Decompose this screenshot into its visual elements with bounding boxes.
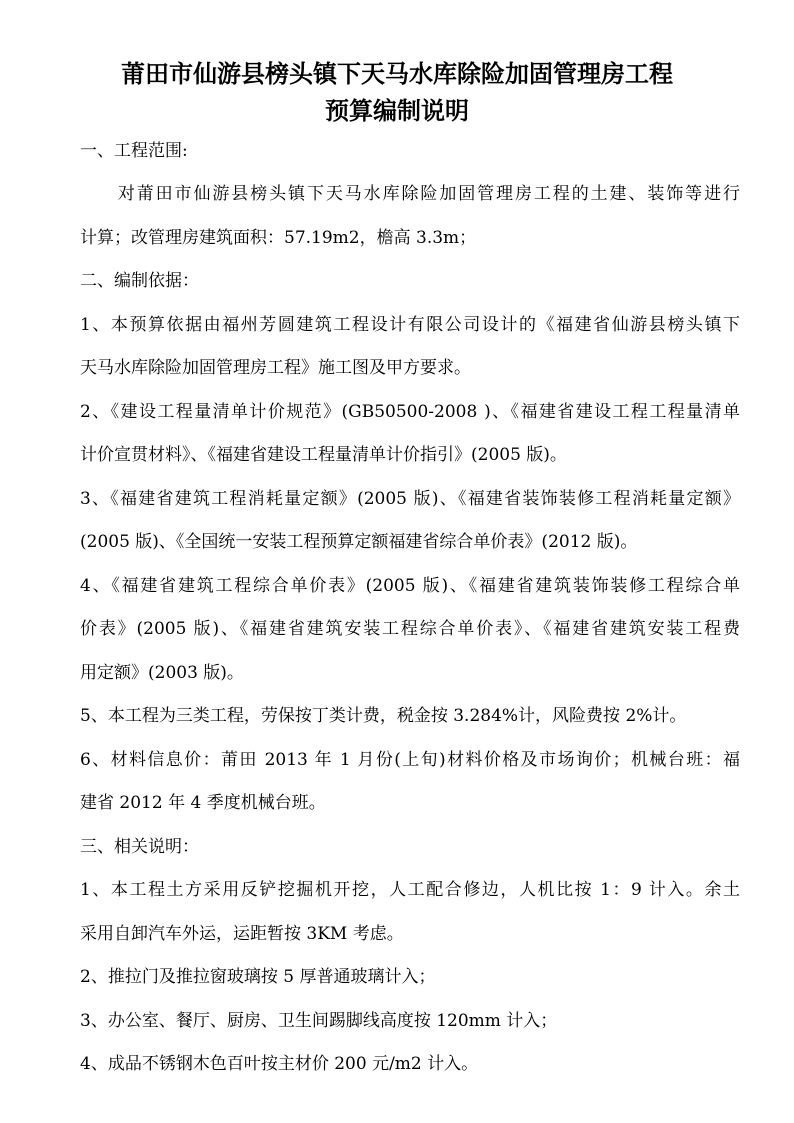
scope-paragraph-line: 对莆田市仙游县榜头镇下天马水库除险加固管理房工程的土建、装饰等进行 [80, 184, 740, 204]
section-heading-notes: 三、相关说明： [80, 837, 199, 857]
basis-item-4-line: 用定额》(2003 版)。 [80, 663, 244, 683]
basis-item-4-line: 价表》(2005 版)、《福建省建筑安装工程综合单价表》、《福建省建筑安装工程费 [80, 619, 740, 639]
basis-item-3-line: (2005 版)、《全国统一安装工程预算定额福建省综合单价表》(2012 版)。 [80, 532, 638, 552]
basis-item-5-line: 5、本工程为三类工程，劳保按丁类计费，税金按 3.284%计，风险费按 2%计。 [80, 706, 687, 726]
section-heading-basis: 二、编制依据： [80, 271, 199, 291]
section-heading-scope: 一、工程范围: [80, 141, 188, 161]
scope-paragraph-line: 计算；改管理房建筑面积：57.19m2，檐高 3.3m； [80, 228, 477, 248]
basis-item-3-line: 3、《福建省建筑工程消耗量定额》(2005 版)、《福建省装饰装修工程消耗量定额》 [80, 489, 740, 509]
basis-item-6-line: 建省 2012 年 4 季度机械台班。 [80, 793, 326, 813]
basis-item-4-line: 4、《福建省建筑工程综合单价表》(2005 版)、《福建省建筑装饰装修工程综合单 [80, 576, 740, 596]
basis-item-1-line: 1、本预算依据由福州芳圆建筑工程设计有限公司设计的《福建省仙游县榜头镇下 [80, 315, 740, 335]
basis-item-1-line: 天马水库除险加固管理房工程》施工图及甲方要求。 [80, 358, 471, 378]
document-title: 莆田市仙游县榜头镇下天马水库除险加固管理房工程 [121, 59, 673, 88]
note-item-1-line: 1、本工程土方采用反铲挖掘机开挖，人工配合修边，人机比按 1：9 计入。余土 [80, 880, 740, 900]
note-item-1-line: 采用自卸汽车外运，运距暂按 3KM 考虑。 [80, 924, 404, 944]
basis-item-2-line: 2、《建设工程量清单计价规范》(GB50500-2008 )、《福建省建设工程工程量清单 [80, 402, 740, 422]
note-item-3-line: 3、办公室、餐厅、厨房、卫生间踢脚线高度按 120mm 计入； [80, 1011, 558, 1031]
document-subtitle: 预算编制说明 [325, 96, 469, 125]
basis-item-2-line: 计价宣贯材料》、《福建省建设工程量清单计价指引》(2005 版)。 [80, 445, 567, 465]
note-item-2-line: 2、推拉门及推拉窗玻璃按 5 厚普通玻璃计入； [80, 967, 436, 987]
note-item-4-line: 4、成品不锈钢木色百叶按主材价 200 元/m2 计入。 [80, 1054, 479, 1074]
basis-item-6-line: 6、材料信息价：莆田 2013 年 1 月份(上旬)材料价格及市场询价；机械台班：福 [80, 750, 740, 770]
